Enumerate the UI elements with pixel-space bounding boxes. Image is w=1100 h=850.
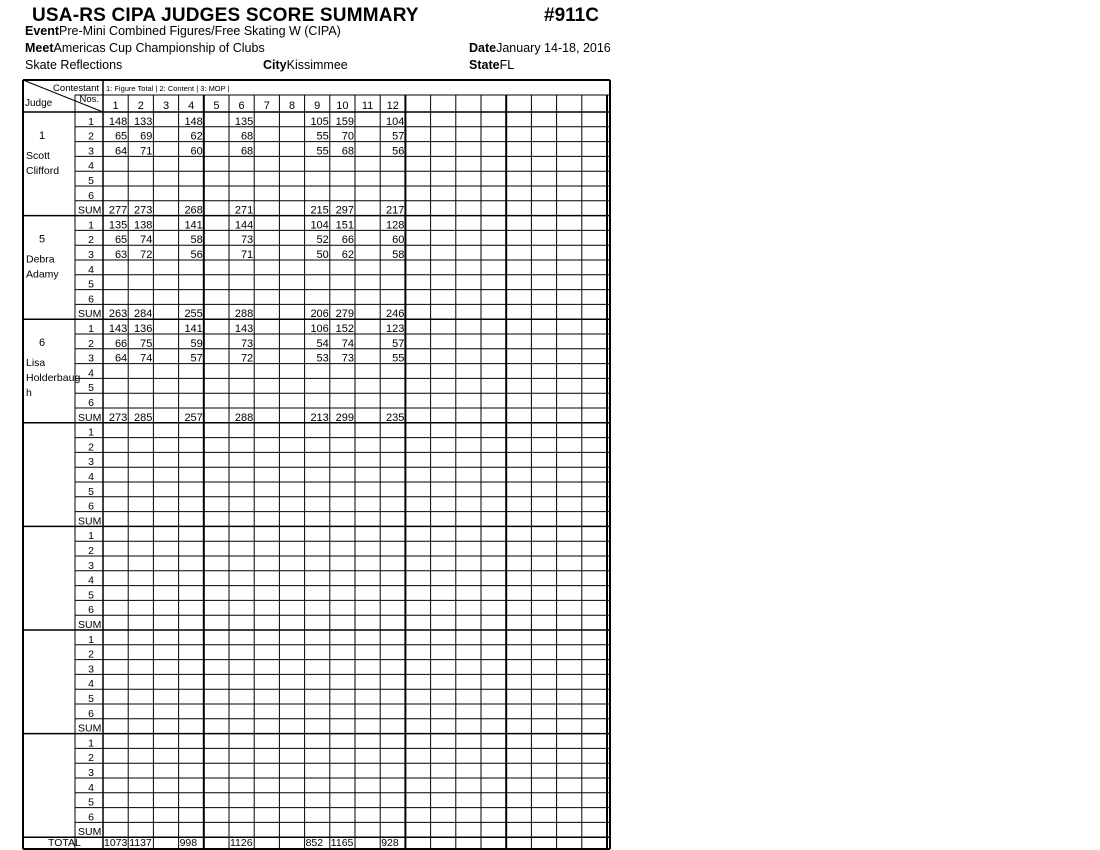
score-cell: 288	[234, 411, 254, 424]
row-label: SUM	[78, 826, 102, 839]
score-cell: 75	[140, 337, 153, 350]
score-cell: 63	[114, 249, 128, 261]
row-label: 5	[88, 693, 94, 705]
score-cell: 148	[108, 115, 128, 128]
row-label: 6	[88, 189, 94, 202]
row-label: 1	[88, 530, 94, 543]
contestant-number: 6	[238, 100, 245, 112]
score-cell: 68	[240, 130, 254, 143]
row-label: 3	[88, 456, 94, 469]
contestant-number: 11	[361, 100, 374, 112]
judge-label: Judge	[25, 98, 53, 109]
row-label: SUM	[78, 515, 102, 528]
score-cell: 56	[190, 249, 203, 261]
row-label: SUM	[78, 411, 102, 424]
score-cell: 104	[386, 115, 405, 128]
score-cell: 143	[108, 323, 128, 335]
score-cell: 135	[108, 219, 128, 232]
score-cell: 54	[316, 337, 329, 350]
row-label: 6	[88, 707, 94, 720]
score-cell: 68	[240, 145, 254, 158]
score-cell: 136	[134, 323, 153, 335]
contestant-number: 7	[263, 100, 270, 112]
judge-name: Scott	[26, 150, 50, 162]
row-label: 2	[88, 337, 94, 350]
score-cell: 143	[234, 323, 254, 335]
judge-name: Clifford	[26, 165, 60, 177]
date-value: January 14-18, 2016	[496, 41, 611, 55]
score-cell: 74	[140, 352, 153, 365]
total-cell: 1126	[230, 837, 253, 849]
score-cell: 57	[190, 352, 203, 365]
score-cell: 69	[140, 130, 153, 143]
judge-number: 1	[38, 130, 46, 142]
score-cell: 62	[341, 249, 354, 261]
score-cell: 284	[134, 308, 153, 321]
row-label: 4	[88, 678, 94, 691]
judge-name: h	[26, 387, 32, 400]
judge-name: Lisa	[26, 357, 46, 370]
score-cell: 68	[341, 145, 354, 158]
score-cell: 72	[140, 249, 153, 261]
row-label: 5	[88, 796, 94, 809]
club-name: Skate Reflections	[25, 58, 123, 72]
score-cell: 50	[316, 249, 329, 261]
row-label: SUM	[78, 308, 102, 321]
judge-name: Adamy	[26, 268, 59, 281]
score-cell: 71	[240, 249, 254, 261]
contestant-number: 2	[137, 100, 144, 112]
row-label: 1	[88, 426, 94, 439]
score-cell: 279	[335, 308, 354, 321]
score-cell: 65	[114, 234, 128, 247]
contestant-number: 5	[213, 100, 220, 112]
score-cell: 273	[134, 204, 153, 217]
row-label: 2	[88, 130, 94, 143]
score-cell: 74	[140, 234, 153, 247]
row-label: 6	[88, 397, 94, 409]
score-cell: 135	[234, 115, 254, 128]
row-label: 3	[88, 663, 94, 676]
score-cell: 285	[134, 411, 153, 424]
row-label: 1	[88, 323, 94, 335]
row-label: 3	[88, 352, 94, 365]
row-label: 1	[88, 115, 94, 128]
row-label: 2	[88, 545, 94, 557]
row-label: 4	[88, 471, 94, 483]
score-cell: 133	[134, 115, 153, 128]
score-cell: 148	[184, 115, 203, 128]
state-value: FL	[499, 58, 515, 72]
row-label: 4	[88, 160, 94, 173]
row-label: 1	[88, 633, 94, 646]
score-cell: 72	[240, 352, 254, 365]
score-cell: 56	[392, 145, 405, 158]
score-legend: 1: Figure Total | 2: Content | 3: MOP |	[106, 84, 230, 93]
event-value: Pre-Mini Combined Figures/Free Skating W (CIPA)	[59, 24, 341, 38]
score-cell: 299	[335, 411, 354, 424]
event-label: Event	[25, 24, 60, 38]
score-cell: 213	[310, 411, 329, 424]
score-cell: 217	[386, 204, 405, 217]
row-label: 6	[88, 604, 94, 617]
row-label: SUM	[78, 619, 102, 631]
meet-value: Americas Cup Championship of Clubs	[53, 41, 265, 55]
contestant-label: Contestant	[53, 83, 99, 94]
total-cell: 1165	[330, 837, 354, 849]
score-cell: 257	[184, 411, 203, 424]
judge-name: Debra	[26, 253, 55, 266]
date-label: Date	[469, 41, 497, 55]
contestant-number: 9	[314, 100, 321, 112]
score-cell: 66	[114, 337, 128, 350]
score-cell: 53	[316, 352, 329, 365]
row-label: 5	[88, 278, 94, 291]
score-cell: 152	[335, 323, 354, 335]
score-cell: 60	[190, 145, 203, 158]
score-cell: 73	[240, 234, 254, 247]
meet-label: Meet	[25, 41, 54, 55]
row-label: 2	[88, 234, 94, 247]
contestant-number: 10	[336, 100, 349, 112]
score-cell: 66	[341, 234, 354, 247]
score-cell: 141	[184, 323, 203, 335]
score-cell: 246	[386, 308, 405, 321]
total-cell: 852	[305, 837, 324, 849]
total-cell: 998	[179, 837, 198, 849]
score-cell: 62	[190, 130, 203, 143]
score-cell: 73	[341, 352, 354, 365]
row-label: 4	[88, 367, 94, 380]
city-label: City	[263, 58, 287, 72]
total-cell: 928	[381, 837, 399, 849]
score-cell: 64	[114, 145, 128, 158]
contestant-number: 4	[188, 100, 195, 112]
score-cell: 263	[108, 308, 128, 321]
row-label: SUM	[78, 722, 102, 735]
contestant-number: 1	[112, 100, 119, 112]
nos-label: Nos.	[79, 94, 99, 105]
score-cell: 60	[392, 234, 405, 247]
score-cell: 55	[392, 352, 405, 365]
row-label: 4	[88, 574, 94, 587]
row-label: 1	[88, 737, 94, 750]
score-cell: 59	[190, 337, 203, 350]
score-cell: 128	[386, 219, 405, 232]
row-label: 3	[88, 559, 94, 572]
row-label: 4	[88, 263, 94, 276]
row-label: 3	[88, 145, 94, 158]
form-code: #911C	[544, 5, 599, 26]
score-cell: 206	[310, 308, 329, 321]
score-cell: 55	[316, 130, 329, 143]
contestant-number: 3	[162, 100, 170, 112]
row-label: 6	[88, 811, 94, 824]
row-label: 5	[88, 175, 94, 187]
row-label: 2	[88, 648, 94, 661]
row-label: 6	[88, 500, 94, 513]
score-cell: 58	[190, 234, 203, 247]
score-cell: 64	[114, 352, 128, 365]
score-cell: 71	[140, 145, 153, 158]
score-cell: 144	[234, 219, 254, 232]
score-cell: 106	[310, 323, 329, 335]
row-label: 5	[88, 485, 94, 498]
score-cell: 105	[310, 115, 329, 128]
contestant-number: 12	[386, 100, 399, 112]
row-label: 6	[88, 293, 94, 306]
row-label: SUM	[78, 204, 102, 217]
score-cell: 57	[392, 337, 405, 350]
judge-number: 6	[38, 337, 46, 350]
score-cell: 52	[316, 234, 329, 247]
score-cell: 123	[386, 323, 405, 335]
score-cell: 255	[184, 308, 203, 321]
judge-name: Holderbaug	[26, 372, 81, 385]
score-cell: 297	[335, 204, 354, 217]
total-cell: 1073	[104, 837, 128, 849]
score-cell: 215	[310, 204, 329, 217]
page-title: USA-RS CIPA JUDGES SCORE SUMMARY	[32, 5, 419, 26]
score-cell: 104	[310, 219, 329, 232]
score-cell: 70	[341, 130, 354, 143]
row-label: 1	[88, 219, 94, 232]
city-value: Kissimmee	[286, 58, 348, 72]
score-cell: 73	[240, 337, 254, 350]
score-cell: 277	[108, 204, 128, 217]
score-cell: 74	[341, 337, 354, 350]
score-cell: 273	[108, 411, 128, 424]
score-cell: 271	[234, 204, 254, 217]
row-label: 4	[88, 781, 94, 794]
row-label: 2	[88, 441, 94, 454]
row-label: 3	[88, 249, 94, 261]
score-cell: 138	[134, 219, 153, 232]
total-label: TOTAL	[48, 837, 81, 849]
score-cell: 268	[184, 204, 203, 217]
row-label: 2	[88, 752, 94, 765]
row-label: 3	[88, 767, 94, 779]
score-cell: 58	[392, 249, 405, 261]
total-cell: 1137	[129, 837, 152, 849]
score-cell: 55	[316, 145, 329, 158]
row-label: 5	[88, 589, 94, 602]
score-cell: 141	[184, 219, 203, 232]
score-cell: 159	[335, 115, 354, 128]
score-cell: 65	[114, 130, 128, 143]
row-label: 5	[88, 382, 94, 395]
score-cell: 235	[386, 411, 405, 424]
score-cell: 151	[335, 219, 354, 232]
contestant-number: 8	[288, 100, 296, 112]
score-cell: 288	[234, 308, 254, 321]
state-label: State	[469, 58, 500, 72]
judge-number: 5	[38, 233, 46, 246]
score-cell: 57	[392, 130, 405, 143]
